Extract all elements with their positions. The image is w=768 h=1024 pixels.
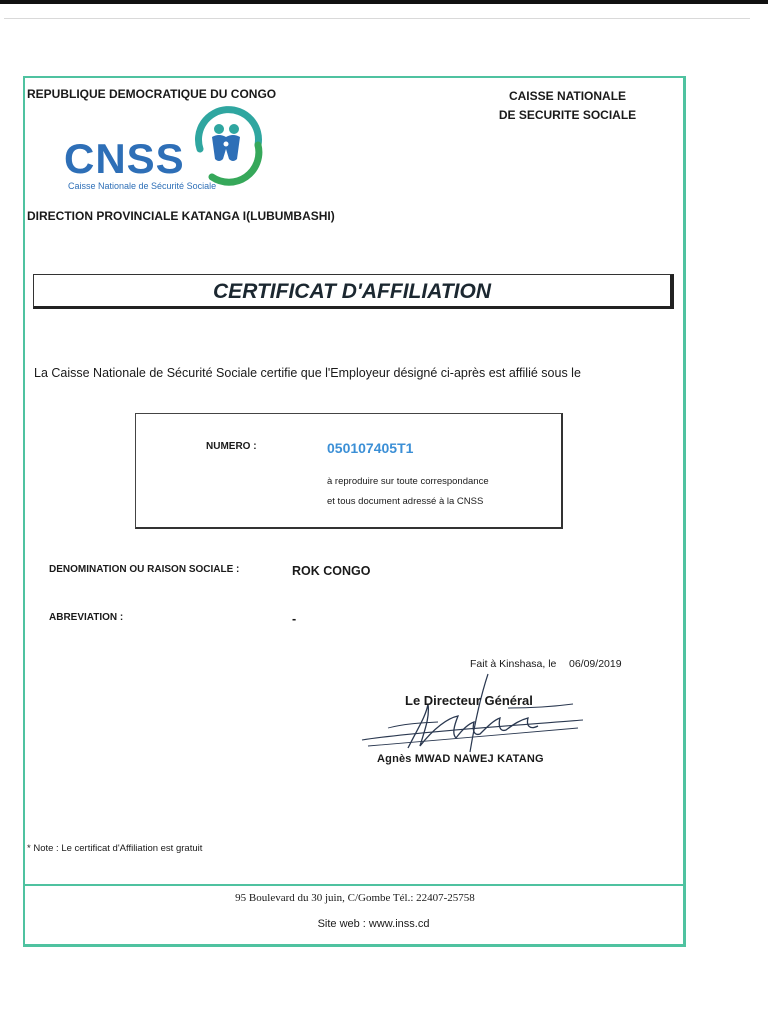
logo-figure-head-right <box>229 124 239 134</box>
numero-note-line2: et tous document adressé à la CNSS <box>327 496 484 507</box>
caisse-heading-line2: DE SECURITE SOCIALE <box>498 108 637 122</box>
logo-figure-body <box>212 135 240 161</box>
abreviation-value: - <box>292 612 297 626</box>
director-title: Le Directeur Général <box>405 693 533 708</box>
caisse-heading-line1: CAISSE NATIONALE <box>508 89 627 103</box>
certificate-title: CERTIFICAT D'AFFILIATION <box>213 280 491 303</box>
logo-figure-dot <box>224 142 229 147</box>
title-box <box>33 274 674 309</box>
scan-edge-top <box>0 0 768 4</box>
numero-label: NUMERO : <box>206 441 257 452</box>
logo-figure-head-left <box>214 124 224 134</box>
footer-address: 95 Boulevard du 30 juin, C/Gombe Tél.: 22407-25758 <box>235 892 475 904</box>
intro-text: La Caisse Nationale de Sécurité Sociale certifie que l'Employeur désigné ci-après est affilié sous le <box>34 366 581 380</box>
director-name: Agnès MWAD NAWEJ KATANG <box>377 753 544 765</box>
denomination-label: DENOMINATION OU RAISON SOCIALE : <box>49 564 240 575</box>
logo-subtitle: Caisse Nationale de Sécurité Sociale <box>68 181 217 191</box>
cnss-logo <box>62 105 272 197</box>
footer-website: Site web : www.inss.cd <box>317 918 430 930</box>
republic-heading: REPUBLIQUE DEMOCRATIQUE DU CONGO <box>27 87 277 101</box>
logo-acronym: CNSS <box>64 135 185 182</box>
abreviation-label: ABREVIATION : <box>49 612 124 623</box>
signature-date: 06/09/2019 <box>569 658 622 670</box>
direction-heading: DIRECTION PROVINCIALE KATANGA I(LUBUMBASHI) <box>27 209 335 223</box>
handwritten-signature <box>358 668 593 758</box>
footnote: * Note : Le certificat d'Affiliation est gratuit <box>27 843 203 854</box>
numero-note-line1: à reproduire sur toute correspondance <box>327 476 489 487</box>
caisse-heading <box>430 87 705 125</box>
footer-divider <box>23 884 684 886</box>
denomination-value: ROK CONGO <box>292 564 371 578</box>
place-label: Fait à Kinshasa, le <box>470 658 557 670</box>
sheet-edge <box>4 18 750 19</box>
numero-box <box>135 413 563 529</box>
numero-value: 050107405T1 <box>327 440 414 456</box>
